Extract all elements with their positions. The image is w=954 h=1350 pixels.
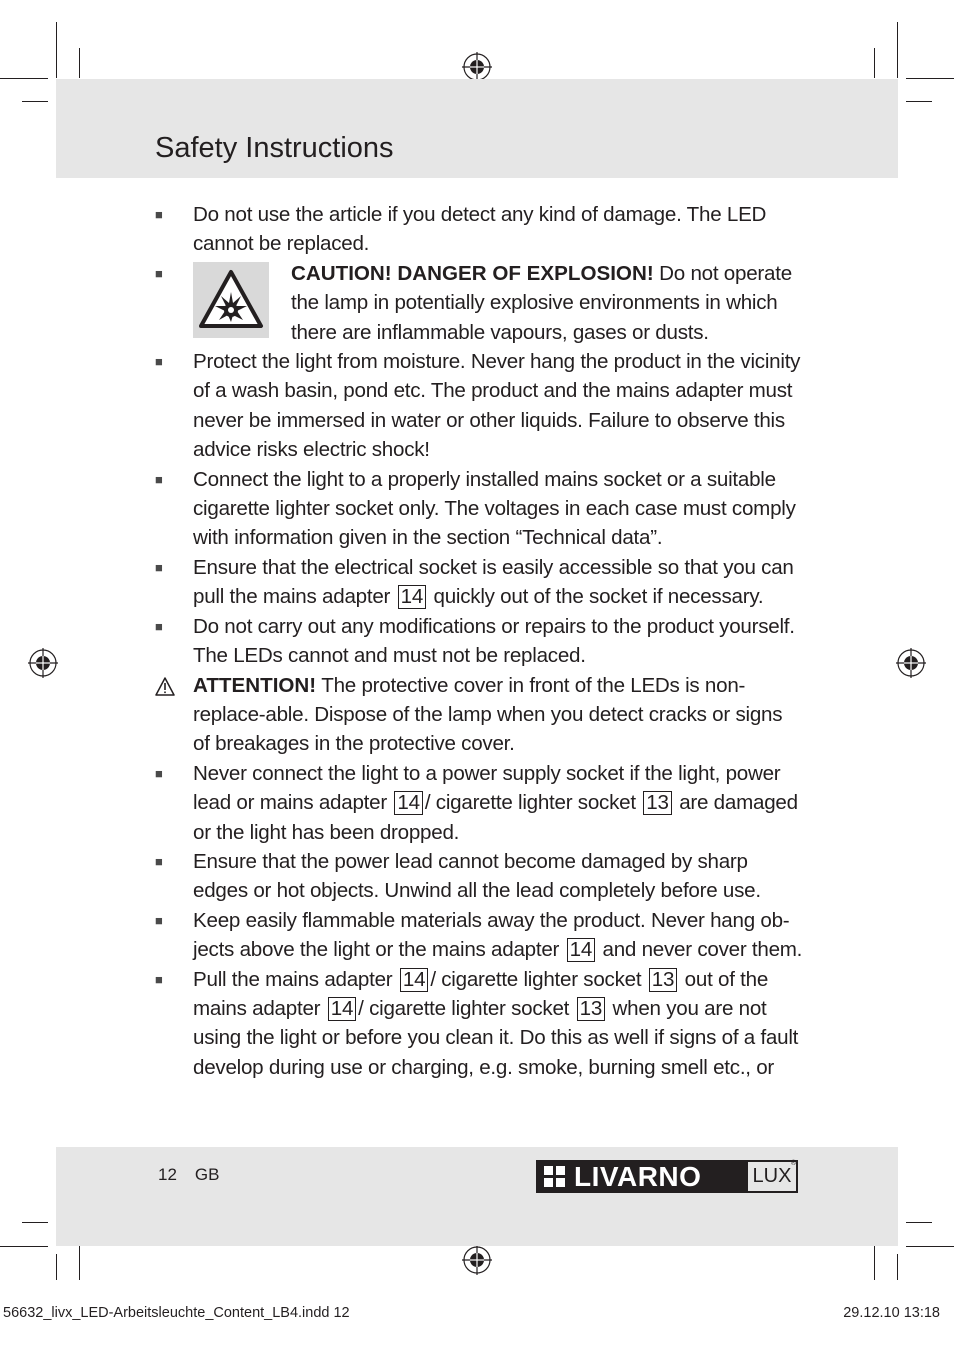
crop-mark xyxy=(897,22,898,78)
instruction-text: / cigarette lighter socket xyxy=(430,967,647,991)
crop-mark xyxy=(874,48,875,78)
instruction-text: Ensure that the electrical socket is easily accessible so that you can pull the mains adapter xyxy=(193,555,794,609)
instruction-body xyxy=(193,759,803,847)
bullet-square-icon: ■ xyxy=(155,912,163,928)
page-footer xyxy=(158,1163,237,1187)
logo-main-block xyxy=(536,1160,746,1193)
crop-mark xyxy=(897,1254,898,1280)
instruction-text: Connect the light to a properly installed mains socket or a suitable cigarette lighter socket only. The voltages in each case must comply with information given in the section “Technical data”. xyxy=(193,467,796,550)
instruction-item xyxy=(155,347,803,465)
bullet-square-icon: ■ xyxy=(155,265,163,281)
part-reference-number: 13 xyxy=(643,791,671,815)
logo-sub-text: LUX xyxy=(752,1165,792,1187)
instruction-text: / cigarette lighter socket xyxy=(424,791,642,815)
instruction-text: Keep easily flammable materials away the product. Never hang ob-jects above the light or the mains adapter xyxy=(193,908,790,962)
crop-mark xyxy=(79,1244,80,1280)
bullet-square-icon: ■ xyxy=(155,765,163,781)
explosion-warning-text xyxy=(269,259,803,347)
logo-squares-icon xyxy=(544,1166,566,1188)
slug-date-time: 29.12.10 13:18 xyxy=(843,1305,940,1321)
crop-mark xyxy=(906,101,932,102)
warning-heading: CAUTION! DANGER OF EXPLOSION! xyxy=(291,261,654,285)
instruction-text: Protect the light from moisture. Never hang the product in the vicinity of a wash basin, pond etc. The product and the mains adapter must never be immersed in water or other liquids. Failure to observe this advice risks electric shock! xyxy=(193,350,801,462)
part-reference-number: 13 xyxy=(649,968,677,992)
page-title: Safety Instructions xyxy=(155,132,394,164)
instruction-body xyxy=(193,200,803,259)
bullet-square-icon: ■ xyxy=(155,207,163,222)
bullet-square-icon: ■ xyxy=(155,471,163,487)
part-reference-number: 14 xyxy=(400,968,428,992)
crop-mark xyxy=(56,22,57,78)
instruction-text: when you are not using the light or before you clean it. Do this as well if signs of a fault develop during use or charging, e.g. smoke, burning smell etc., or xyxy=(193,996,799,1079)
explosion-hazard-icon xyxy=(193,262,269,338)
crop-mark xyxy=(906,78,954,79)
instruction-item xyxy=(155,671,803,759)
safety-instructions-list xyxy=(155,200,803,1082)
instruction-item xyxy=(155,465,803,553)
crop-mark xyxy=(0,1246,48,1247)
warning-heading: ATTENTION! xyxy=(193,673,317,697)
instruction-text: The protective cover in front of the LEDs is non-replace-able. Dispose of the lamp when you detect cracks or signs of breakages in the protective cover. xyxy=(193,673,783,756)
logo-text: LIVARNO xyxy=(574,1160,702,1192)
instruction-item xyxy=(155,965,803,1083)
instruction-body xyxy=(193,347,803,465)
part-reference-number: 14 xyxy=(398,585,426,609)
instruction-text: / cigarette lighter socket xyxy=(358,996,575,1020)
slug-file-info: 56632_livx_LED-Arbeitsleuchte_Content_LB4.indd 12 xyxy=(3,1305,350,1321)
instruction-body xyxy=(193,465,803,553)
part-reference-number: 14 xyxy=(394,791,422,815)
instruction-item xyxy=(155,553,803,612)
bullet-square-icon: ■ xyxy=(155,618,163,634)
registration-mark-icon xyxy=(462,1245,492,1275)
registration-mark-icon xyxy=(28,648,58,678)
instruction-text: Do not operate the lamp in potentially explosive environments in which there are inflammable vapours, gases or dusts. xyxy=(291,261,792,344)
instruction-item xyxy=(155,200,803,259)
bullet-square-icon: ■ xyxy=(155,853,163,869)
part-reference-number: 14 xyxy=(328,997,356,1021)
crop-mark xyxy=(906,1246,954,1247)
instruction-item xyxy=(155,847,803,906)
bullet-square-icon: ■ xyxy=(155,559,163,575)
registration-mark-icon xyxy=(896,648,926,678)
instruction-text: out of the mains adapter xyxy=(193,967,769,1020)
instruction-text: Never connect the light to a power supply socket if the light, power lead or mains adapter xyxy=(193,761,781,815)
instruction-item xyxy=(155,612,803,671)
instruction-body xyxy=(193,906,803,965)
crop-mark xyxy=(22,101,48,102)
instruction-text: and never cover them. xyxy=(597,938,803,962)
crop-mark xyxy=(0,78,48,79)
logo-registered-mark: ® xyxy=(790,1160,796,1167)
instruction-body xyxy=(193,847,803,906)
crop-mark xyxy=(906,1222,932,1223)
bullet-square-icon: ■ xyxy=(155,971,163,987)
crop-mark xyxy=(79,48,80,78)
instruction-text: Do not carry out any modifications or repairs to the product yourself. The LEDs cannot and must not be replaced. xyxy=(193,614,795,668)
brand-logo xyxy=(536,1160,799,1193)
part-reference-number: 14 xyxy=(567,938,595,962)
language-code: GB xyxy=(194,1165,220,1184)
crop-mark xyxy=(22,1222,48,1223)
part-reference-number: 13 xyxy=(577,997,605,1021)
crop-mark xyxy=(56,1254,57,1280)
bullet-square-icon: ■ xyxy=(155,354,163,370)
instruction-text: Ensure that the power lead cannot become damaged by sharp edges or hot objects. Unwind all the lead completely before use. xyxy=(193,849,761,903)
instruction-body xyxy=(193,553,803,612)
instruction-item xyxy=(155,259,803,347)
instruction-text: Pull the mains adapter xyxy=(193,967,398,991)
logo-lux-block xyxy=(746,1160,798,1193)
instruction-text: quickly out of the socket if necessary. xyxy=(428,585,764,609)
crop-mark xyxy=(874,1244,875,1280)
instruction-body xyxy=(193,671,803,759)
instruction-text: are damaged or the light has been dropped. xyxy=(193,791,798,844)
page-number: 12 xyxy=(158,1165,177,1184)
instruction-body xyxy=(193,612,803,671)
warning-triangle-icon xyxy=(155,677,175,697)
registration-mark-icon xyxy=(462,52,492,82)
instruction-text: Do not use the article if you detect any kind of damage. The LED cannot be replaced. xyxy=(193,203,767,256)
instruction-item xyxy=(155,906,803,965)
instruction-item xyxy=(155,759,803,847)
instruction-body xyxy=(193,965,803,1083)
